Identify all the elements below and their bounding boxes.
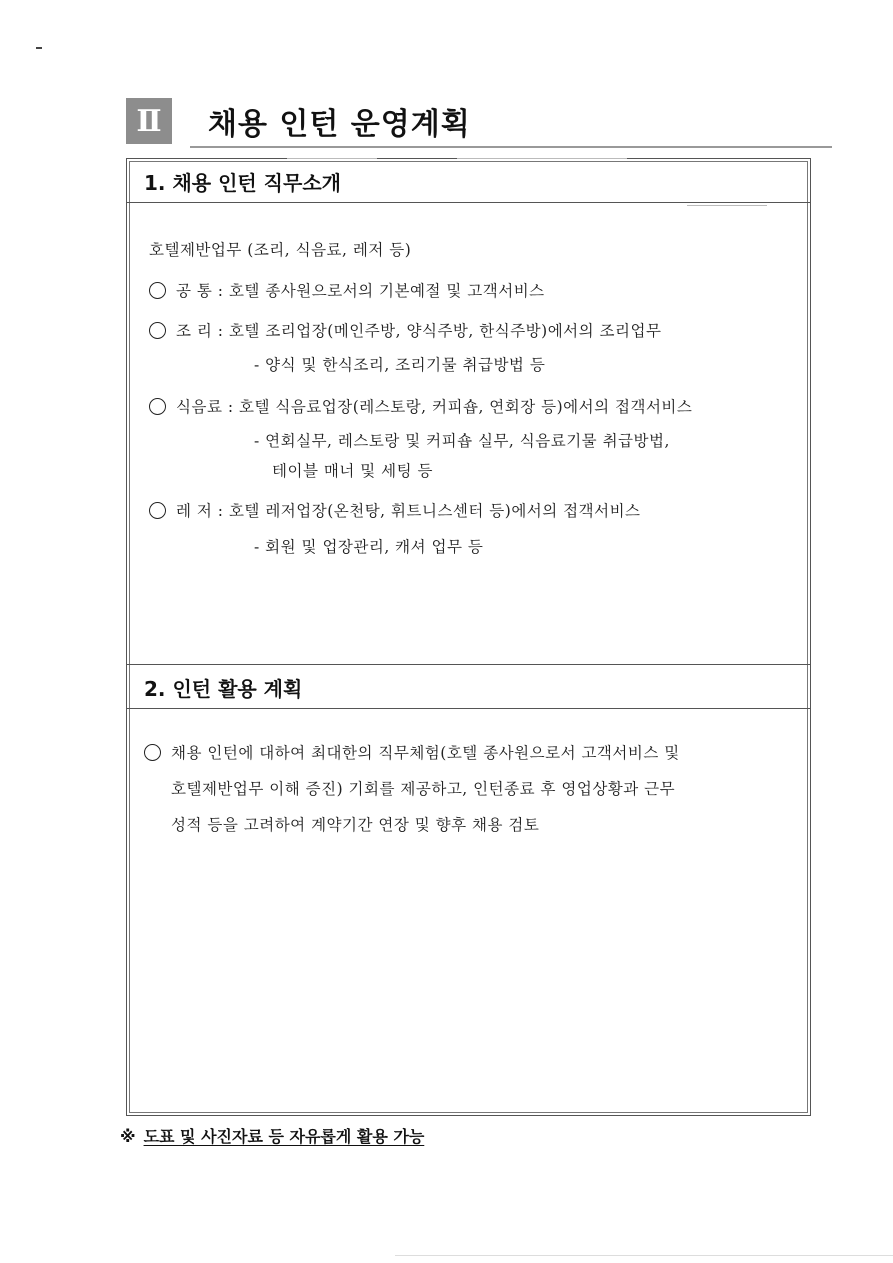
list-item: 채용 인턴에 대하여 최대한의 직무체험(호텔 종사원으로서 고객서비스 및 (144, 741, 680, 763)
part1-header (127, 159, 810, 203)
scan-mark (36, 47, 42, 49)
part1-intro: 호텔제반업무 (조리, 식음료, 레저 등) (149, 241, 412, 259)
circle-bullet-icon (149, 398, 166, 415)
list-item: 공 통 : 호텔 종사원으로서의 기본예절 및 고객서비스 (149, 279, 545, 301)
footnote-text: 도표 및 사진자료 등 자유롭게 활용 가능 (143, 1127, 425, 1146)
footnote (120, 1124, 424, 1147)
part2-header (127, 664, 810, 709)
reference-mark-icon: ※ (120, 1127, 136, 1146)
list-subitem: - 회원 및 업장관리, 캐셔 업무 등 (254, 538, 484, 556)
scan-line (287, 158, 377, 159)
circle-bullet-icon (144, 744, 161, 761)
list-item: 식음료 : 호텔 식음료업장(레스토랑, 커피숍, 연회장 등)에서의 접객서비스 (149, 395, 692, 417)
section-number-badge: Ⅱ (126, 98, 172, 144)
list-subitem: - 양식 및 한식조리, 조리기물 취급방법 등 (254, 356, 546, 374)
part1-heading: 1. 채용 인턴 직무소개 (144, 171, 341, 195)
circle-bullet-icon (149, 502, 166, 519)
part2-heading: 2. 인턴 활용 계획 (144, 677, 303, 701)
circle-bullet-icon (149, 322, 166, 339)
section-title-text: 채용 인턴 운영계획 (208, 107, 471, 142)
list-subitem: 테이블 매너 및 세팅 등 (272, 462, 433, 480)
list-item-continued: 성적 등을 고려하여 계약기간 연장 및 향후 채용 검토 (171, 816, 540, 834)
list-item-continued: 호텔제반업무 이해 증진) 기회를 제공하고, 인턴종료 후 영업상황과 근무 (171, 780, 676, 798)
circle-bullet-icon (149, 282, 166, 299)
title-underline (190, 146, 832, 148)
list-subitem: - 연회실무, 레스토랑 및 커피숍 실무, 식음료기물 취급방법, (254, 432, 670, 450)
section-title (126, 98, 471, 144)
scan-line (457, 158, 627, 159)
scan-line (687, 205, 767, 206)
list-item: 조 리 : 호텔 조리업장(메인주방, 양식주방, 한식주방)에서의 조리업무 (149, 319, 661, 341)
content-box (126, 158, 811, 1116)
list-item: 레 저 : 호텔 레저업장(온천탕, 휘트니스센터 등)에서의 접객서비스 (149, 499, 641, 521)
scan-edge (395, 1255, 893, 1256)
